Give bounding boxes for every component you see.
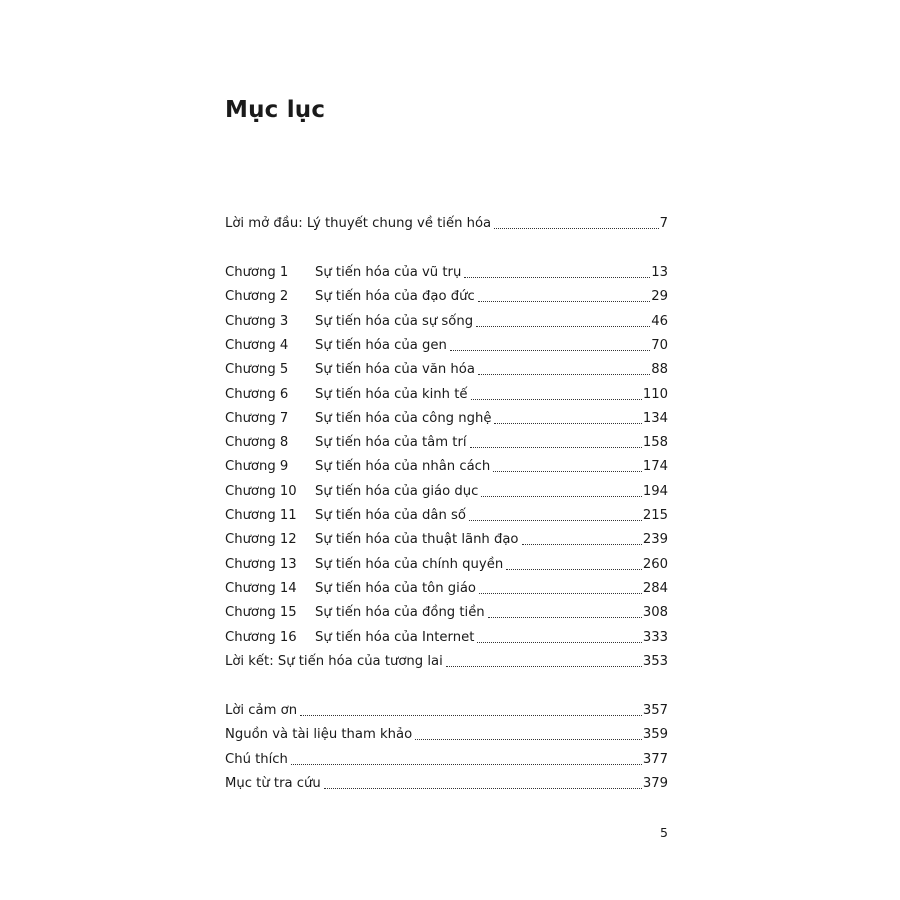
entry-page: 70 [651, 337, 668, 353]
chapter-title: Sự tiến hóa của đạo đức [315, 289, 475, 305]
entry-page: 7 [659, 216, 668, 231]
entry-label: Lời mở đầu: Lý thuyết chung về tiến hóa [225, 216, 492, 231]
entry-page: 284 [642, 580, 668, 596]
toc-entry-back-matter [225, 772, 668, 792]
toc-entry-chapter [225, 383, 668, 403]
chapter-title: Sự tiến hóa của gen [315, 337, 447, 353]
chapter-title: Sự tiến hóa của tâm trí [315, 435, 467, 451]
chapter-number: Chương 9 [225, 459, 289, 475]
toc-entry-chapter [225, 358, 668, 378]
dot-leader [324, 788, 642, 789]
entry-page: 377 [642, 751, 668, 767]
dot-leader [522, 544, 642, 545]
chapter-number: Chương 7 [225, 410, 289, 426]
dot-leader [481, 496, 641, 497]
chapter-title: Sự tiến hóa của chính quyền [315, 556, 504, 572]
chapter-number: Chương 11 [225, 508, 297, 523]
toc-entry-chapter [225, 431, 668, 451]
toc-entry-chapter [225, 455, 668, 475]
chapter-number: Chương 16 [225, 629, 297, 645]
chapter-number: Chương 4 [225, 337, 289, 353]
dot-leader [494, 423, 641, 424]
chapter-number: Chương 3 [225, 313, 289, 329]
chapter-number: Chương 5 [225, 362, 289, 378]
entry-page: 260 [642, 556, 668, 572]
toc-entry-back-matter [225, 748, 668, 768]
chapter-title: Sự tiến hóa của thuật lãnh đạo [315, 532, 519, 548]
dot-leader [464, 277, 650, 278]
chapter-title: Sự tiến hóa của nhân cách [315, 459, 491, 475]
dot-leader [477, 642, 641, 643]
toc-entry-back-matter [225, 699, 668, 719]
entry-label: Nguồn và tài liệu tham khảo [225, 727, 413, 743]
entry-label: Lời kết: Sự tiến hóa của tương lai [225, 654, 443, 669]
entry-page: 110 [642, 386, 668, 402]
toc-entry-chapter [225, 334, 668, 354]
dot-leader [478, 374, 650, 375]
entry-page: 359 [642, 727, 668, 743]
dot-leader [415, 739, 642, 740]
chapter-number: Chương 10 [225, 483, 297, 499]
entry-page: 158 [642, 435, 668, 451]
chapter-number: Chương 8 [225, 435, 289, 451]
toc-entry-chapter [225, 601, 668, 621]
chapter-number: Chương 6 [225, 386, 289, 402]
dot-leader [478, 301, 651, 302]
entry-label: Mục từ tra cứu [225, 775, 321, 791]
chapter-title: Sự tiến hóa của tôn giáo [315, 580, 476, 596]
entry-page: 215 [642, 508, 668, 523]
chapter-title: Sự tiến hóa của dân số [315, 508, 466, 523]
dot-leader [450, 350, 650, 351]
dot-leader [476, 326, 650, 327]
entry-page: 194 [642, 483, 668, 499]
toc-entry-back-matter [225, 723, 668, 743]
toc-entry-chapter [225, 285, 668, 305]
chapter-number: Chương 13 [225, 556, 297, 572]
dot-leader [506, 569, 642, 570]
dot-leader [469, 520, 642, 521]
entry-page: 88 [651, 362, 668, 378]
dot-leader [488, 617, 642, 618]
toc-entry-chapter [225, 528, 668, 548]
chapter-number: Chương 15 [225, 605, 297, 621]
chapter-title: Sự tiến hóa của đồng tiền [315, 605, 485, 621]
chapter-number: Chương 2 [225, 289, 289, 305]
toc-entry-chapter [225, 407, 668, 427]
dot-leader [494, 228, 658, 229]
entry-page: 333 [642, 629, 668, 645]
chapter-number: Chương 1 [225, 265, 289, 280]
entry-page: 13 [651, 265, 668, 280]
chapter-number: Chương 12 [225, 532, 297, 548]
toc-entry-chapter [225, 553, 668, 573]
chapter-title: Sự tiến hóa của Internet [315, 629, 475, 645]
toc-entry-chapter [225, 577, 668, 597]
chapter-title: Sự tiến hóa của công nghệ [315, 410, 492, 426]
chapter-title: Sự tiến hóa của sự sống [315, 313, 474, 329]
dot-leader [493, 471, 642, 472]
chapter-title: Sự tiến hóa của kinh tế [315, 386, 468, 402]
entry-page: 174 [642, 459, 668, 475]
toc-entry-chapter [225, 310, 668, 330]
page-number: 5 [660, 825, 668, 840]
toc-entry-intro [225, 212, 668, 232]
entry-label: Chú thích [225, 751, 288, 767]
entry-page: 29 [651, 289, 668, 305]
dot-leader [470, 447, 642, 448]
chapter-title: Sự tiến hóa của giáo dục [315, 483, 479, 499]
toc-entry-chapter [225, 626, 668, 646]
toc-entry-chapter [225, 504, 668, 524]
chapter-title: Sự tiến hóa của văn hóa [315, 362, 475, 378]
dot-leader [471, 399, 642, 400]
entry-page: 353 [642, 654, 668, 669]
entry-page: 357 [642, 703, 668, 718]
entry-label: Lời cảm ơn [225, 703, 298, 718]
dot-leader [300, 715, 642, 716]
entry-page: 46 [651, 313, 668, 329]
toc-entry-chapter [225, 480, 668, 500]
dot-leader [479, 593, 642, 594]
page-title: Mục lục [225, 97, 326, 123]
chapter-title: Sự tiến hóa của vũ trụ [315, 265, 462, 280]
toc-entry-epilogue [225, 650, 668, 670]
dot-leader [446, 666, 642, 667]
chapter-number: Chương 14 [225, 580, 297, 596]
entry-page: 239 [642, 532, 668, 548]
toc-entry-chapter [225, 261, 668, 281]
entry-page: 308 [642, 605, 668, 621]
dot-leader [291, 764, 642, 765]
entry-page: 134 [642, 410, 668, 426]
entry-page: 379 [642, 775, 668, 791]
